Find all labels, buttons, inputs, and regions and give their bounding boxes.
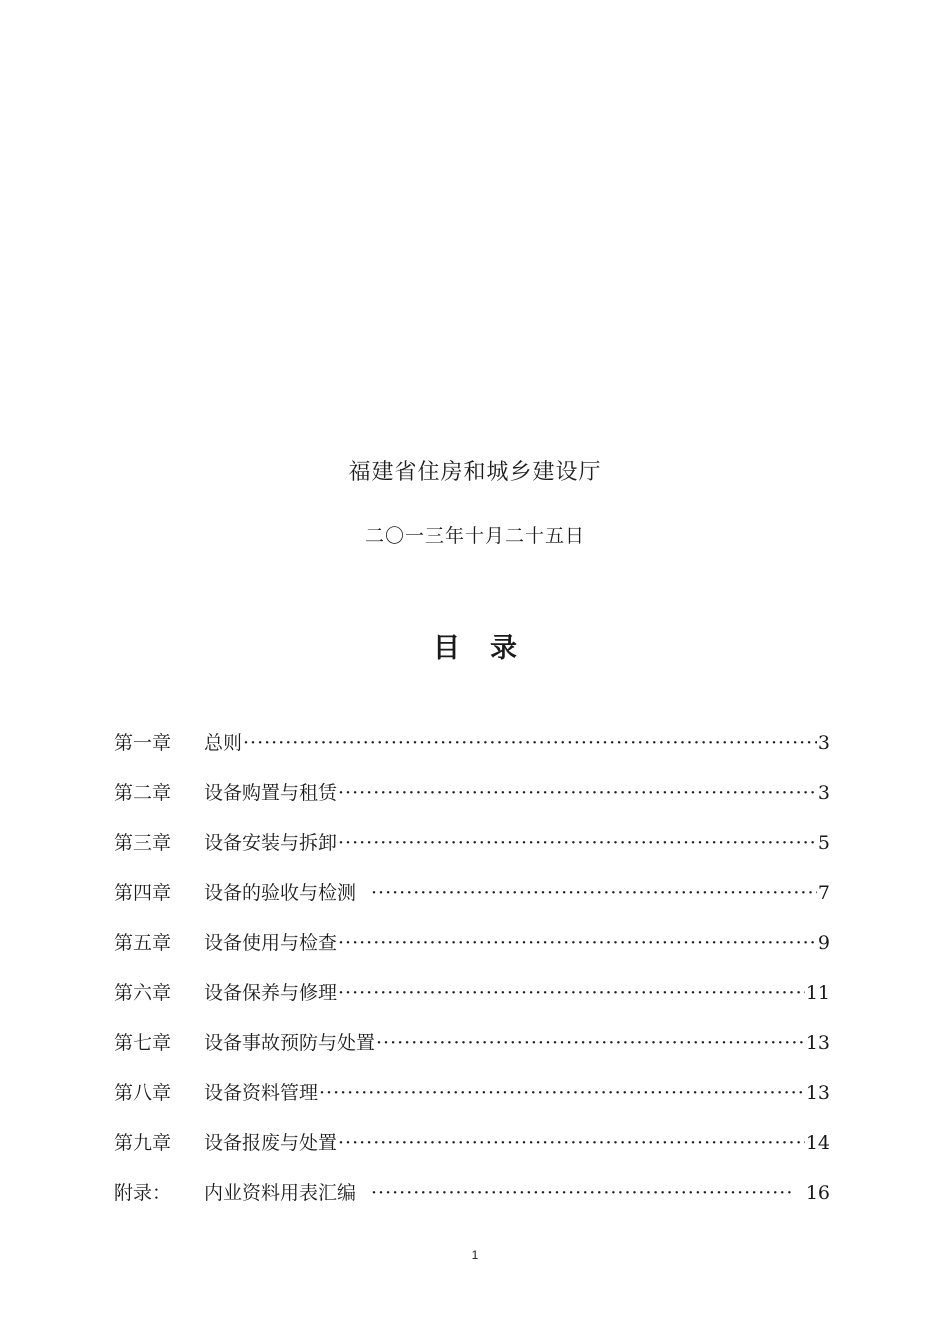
toc-entry[interactable] (114, 928, 830, 978)
toc-leader-dots (338, 1132, 805, 1154)
toc-entry-title: 设备的验收与检测 (204, 882, 357, 904)
toc-leader-dots (371, 1182, 792, 1204)
toc-leader-dots (338, 982, 805, 1004)
toc-leader-dots (338, 932, 817, 954)
toc-leader-dots (338, 832, 817, 854)
toc-entry[interactable] (114, 1128, 830, 1178)
toc-entry-title: 总则 (204, 732, 243, 754)
toc-page-number: 7 (817, 882, 830, 904)
issue-date: 二〇一三年十月二十五日 (364, 525, 585, 547)
toc-chapter-label: 第六章 (114, 982, 172, 1004)
toc-entry-title: 设备事故预防与处置 (204, 1032, 376, 1054)
table-of-contents (114, 728, 830, 1228)
toc-chapter-label: 第一章 (114, 732, 172, 754)
toc-entry-title: 设备使用与检查 (204, 932, 338, 954)
toc-entry-title: 设备购置与租赁 (204, 782, 338, 804)
toc-title: 目录 (433, 633, 547, 664)
toc-entry-title: 设备资料管理 (204, 1082, 319, 1104)
toc-entry[interactable] (114, 778, 830, 828)
toc-entry-title: 设备安装与拆卸 (204, 832, 338, 854)
toc-leader-dots (338, 782, 817, 804)
toc-page-number: 16 (805, 1182, 830, 1204)
toc-page-number: 13 (805, 1032, 830, 1054)
toc-chapter-label: 第五章 (114, 932, 172, 954)
toc-page-number: 3 (817, 782, 830, 804)
issuer-name: 福建省住房和城乡建设厅 (348, 460, 602, 485)
toc-leader-dots (376, 1032, 805, 1054)
toc-entry-title: 设备保养与修理 (204, 982, 338, 1004)
toc-chapter-label: 附录： (114, 1182, 172, 1204)
page-number: 1 (471, 1248, 479, 1262)
toc-chapter-label: 第四章 (114, 882, 172, 904)
toc-page-number: 13 (805, 1082, 830, 1104)
toc-entry[interactable] (114, 828, 830, 878)
toc-entry-title: 内业资料用表汇编 (204, 1182, 357, 1204)
toc-page-number: 11 (805, 982, 830, 1004)
toc-entry[interactable] (114, 1078, 830, 1128)
toc-leader-dots (243, 732, 817, 754)
toc-chapter-label: 第三章 (114, 832, 172, 854)
toc-page-number: 9 (817, 932, 830, 954)
toc-chapter-label: 第八章 (114, 1082, 172, 1104)
toc-entry[interactable] (114, 878, 830, 928)
toc-chapter-label: 第九章 (114, 1132, 172, 1154)
toc-entry[interactable] (114, 978, 830, 1028)
toc-chapter-label: 第七章 (114, 1032, 172, 1054)
toc-page-number: 3 (817, 732, 830, 754)
toc-entry[interactable] (114, 1178, 830, 1228)
toc-entry-title: 设备报废与处置 (204, 1132, 338, 1154)
toc-page-number: 14 (805, 1132, 830, 1154)
toc-entry[interactable] (114, 1028, 830, 1078)
toc-chapter-label: 第二章 (114, 782, 172, 804)
toc-leader-dots (371, 882, 817, 904)
toc-page-number: 5 (817, 832, 830, 854)
toc-entry[interactable] (114, 728, 830, 778)
toc-leader-dots (319, 1082, 805, 1104)
